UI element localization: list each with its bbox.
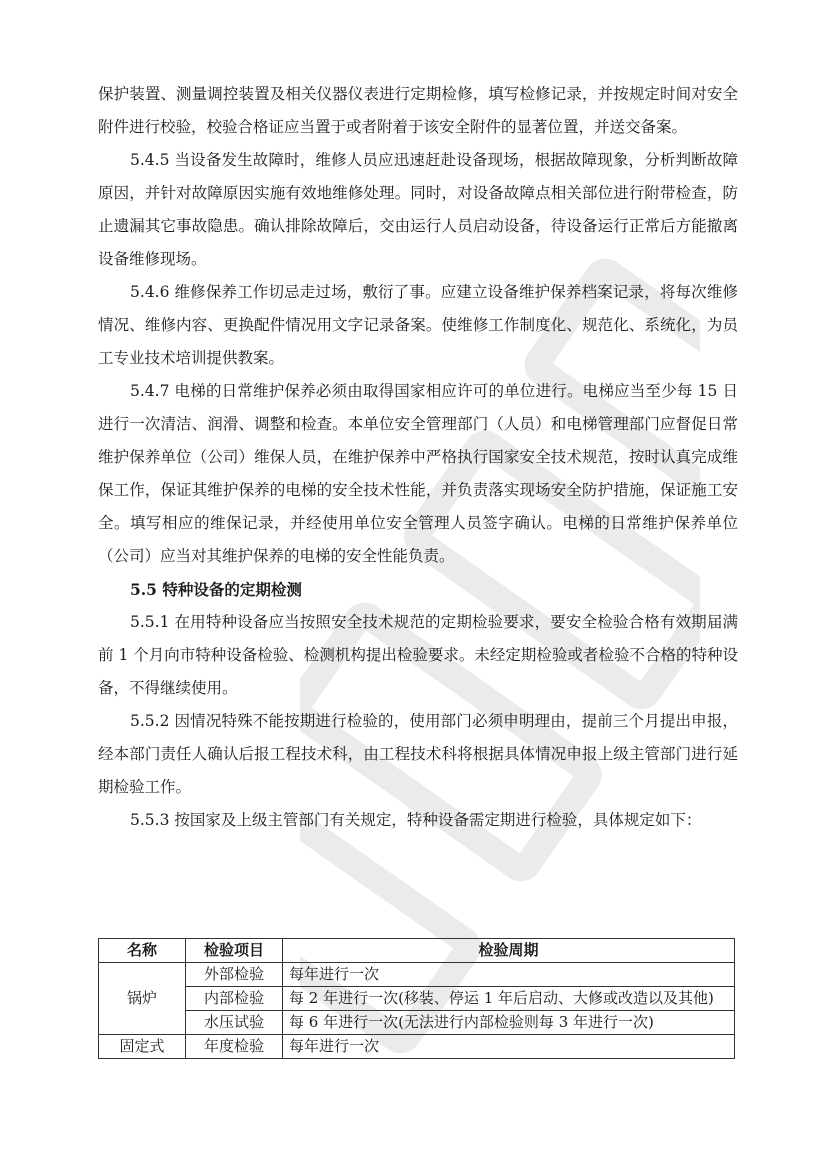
table-cell-period: 每 2 年进行一次(移装、停运 1 年后启动、大修或改造以及其他)	[283, 987, 735, 1011]
table-cell-item: 外部检验	[186, 963, 283, 987]
table-row	[99, 987, 735, 1011]
column-header-item: 检验项目	[186, 939, 283, 963]
table-row	[99, 963, 735, 987]
paragraph-5-4-7: 5.4.7 电梯的日常维护保养必须由取得国家相应许可的单位进行。电梯应当至少每 15 日进行一次清洁、润滑、调整和检查。本单位安全管理部门（人员）和电梯管理部门应督促日常维护保养单位（公司）维保人员，在维护保养中严格执行国家安全技术规范，按时认真完成维保工作，保证其维护保养的电梯的安全技术性能，并负责落实现场安全防护措施，保证施工安全。填写相应的维保记录，并经使用单位安全管理人员签字确认。电梯的日常维护保养单位（公司）应当对其维护保养的电梯的安全性能负责。	[98, 382, 738, 565]
table-row	[99, 1035, 735, 1059]
paragraph-5-4-5: 5.4.5 当设备发生故障时，维修人员应迅速赶赴设备现场，根据故障现象，分析判断故障原因，并针对故障原因实施有效地维修处理。同时，对设备故障点相关部位进行附带检查，防止遗漏其它事故隐患。确认排除故障后，交由运行人员启动设备，待设备运行正常后方能撤离设备维修现场。	[98, 151, 738, 268]
paragraph-5-5-1: 5.5.1 在用特种设备应当按照安全技术规范的定期检验要求，要安全检验合格有效期届满前 1 个月向市特种设备检验、检测机构提出检验要求。未经定期检验或者检验不合格的特种设备，不得继续使用。	[98, 613, 738, 697]
table-cell-period: 每年进行一次	[283, 963, 735, 987]
paragraph-5-4-6: 5.4.6 维修保养工作切忌走过场，敷衍了事。应建立设备维护保养档案记录，将每次维修情况、维修内容、更换配件情况用文字记录备案。使维修工作制度化、规范化、系统化，为员工专业技术培训提供教案。	[98, 283, 738, 367]
document-body	[98, 78, 738, 837]
table-header-row	[99, 939, 735, 963]
table-row	[99, 1011, 735, 1035]
paragraph-5-5-3: 5.5.3 按国家及上级主管部门有关规定，特种设备需定期进行检验，具体规定如下：	[130, 811, 702, 829]
table-cell-item: 年度检验	[186, 1035, 283, 1059]
table-group-fixed: 固定式	[99, 1035, 186, 1059]
table-cell-period: 每 6 年进行一次(无法进行内部检验则每 3 年进行一次)	[283, 1011, 735, 1035]
table-group-boiler: 锅炉	[99, 963, 186, 1035]
column-header-name: 名称	[99, 939, 186, 963]
inspection-table	[98, 938, 735, 1059]
paragraph-continuation: 保护装置、测量调控装置及相关仪器仪表进行定期检修，填写检修记录，并按规定时间对安全附件进行校验，校验合格证应当置于或者附着于该安全附件的显著位置，并送交备案。	[98, 85, 738, 136]
column-header-period: 检验周期	[283, 939, 735, 963]
table-cell-period: 每年进行一次	[283, 1035, 735, 1059]
section-heading-5-5: 5.5 特种设备的定期检测	[130, 580, 302, 599]
table-cell-item: 水压试验	[186, 1011, 283, 1035]
paragraph-5-5-2: 5.5.2 因情况特殊不能按期进行检验的，使用部门必须申明理由，提前三个月提出申报，经本部门责任人确认后报工程技术科，由工程技术科将根据具体情况申报上级主管部门进行延期检验工作。	[98, 712, 738, 796]
table-cell-item: 内部检验	[186, 987, 283, 1011]
